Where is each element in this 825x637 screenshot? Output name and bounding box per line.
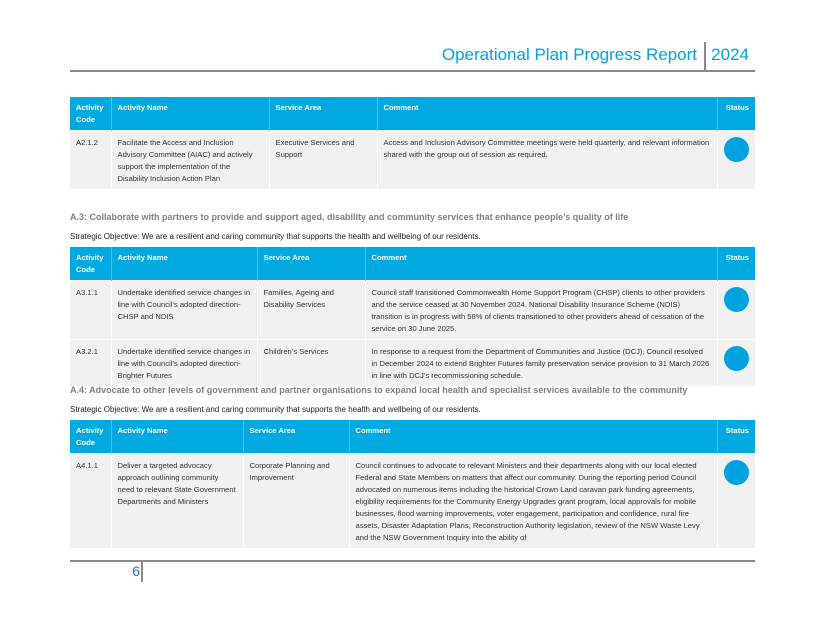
page-number: 6: [132, 563, 140, 579]
status-circle-icon: [724, 137, 749, 162]
table-row: [70, 340, 755, 387]
table-row: [70, 454, 755, 549]
service-area: Children’s Services: [257, 340, 365, 387]
header-divider: [704, 42, 706, 72]
activity-name: Deliver a targeted advocacy approach outlining community need to relevant State Government Departments and Ministers: [111, 454, 243, 549]
activity-table-a2: [70, 97, 755, 189]
col-service-area: Service Area: [257, 247, 365, 281]
comment: Council staff transitioned Commonwealth Home Support Program (CHSP) clients to other providers and the service ceased at 30 November 2024. National Disability Insurance Scheme (NDIS) transition is in progress with 58% of clients transitioned to other providers ahead of cessation of the service on 30 June 2025.: [365, 281, 717, 340]
status-circle-icon: [724, 287, 749, 312]
col-status: Status: [717, 97, 755, 131]
activity-table-a3: [70, 247, 755, 386]
page-footer-rule: [70, 560, 755, 562]
status-circle-icon: [724, 460, 749, 485]
activity-name: Undertake identified service changes in line with Council’s adopted direction- Brighter Futures: [111, 340, 257, 387]
service-area: Executive Services and Support: [269, 131, 377, 190]
status-cell: [717, 340, 755, 387]
service-area: Families, Ageing and Disability Services: [257, 281, 365, 340]
status-cell: [717, 131, 755, 190]
page-header: [70, 42, 755, 72]
col-comment: Comment: [377, 97, 717, 131]
strategic-objective-a3: Strategic Objective: We are a resilient and caring community that supports the health and wellbeing of our residents.: [70, 232, 481, 241]
report-year: 2024: [711, 45, 749, 64]
col-service-area: Service Area: [269, 97, 377, 131]
col-status: Status: [717, 247, 755, 281]
table-header-row: [70, 420, 755, 454]
col-comment: Comment: [365, 247, 717, 281]
status-cell: [717, 454, 755, 549]
col-activity-name: Activity Name: [111, 420, 243, 454]
table-row: [70, 281, 755, 340]
service-area: Corporate Planning and Improvement: [243, 454, 349, 549]
footer-divider: [141, 562, 143, 582]
col-activity-code: Activity Code: [70, 420, 111, 454]
table-header-row: [70, 247, 755, 281]
activity-code: A2.1.2: [70, 131, 111, 190]
status-cell: [717, 281, 755, 340]
activity-code: A3.1.1: [70, 281, 111, 340]
activity-code: A4.1.1: [70, 454, 111, 549]
strategic-objective-a4: Strategic Objective: We are a resilient and caring community that supports the health and wellbeing of our residents.: [70, 405, 481, 414]
table-header-row: [70, 97, 755, 131]
table-row: [70, 131, 755, 190]
col-activity-name: Activity Name: [111, 247, 257, 281]
col-activity-name: Activity Name: [111, 97, 269, 131]
col-activity-code: Activity Code: [70, 97, 111, 131]
activity-table-a4: [70, 420, 755, 548]
comment: Council continues to advocate to relevant Ministers and their departments along with our local elected Federal and State Members on matters that affect our community. During the reporting period Council advocated on numerous items including the historical Crown Land caravan park funding agreements, eligibility requirements for the Community Energy Upgrades grant program, local approvals for mobile businesses, flood warning improvements, voter engagement, participation and confidence, rural fire assets, Disaster Adaptation Plans, Reconstruction Authority legislation, review of the NSW Waste Levy and the NSW Government Inquiry into the ability of: [349, 454, 717, 549]
activity-name: Facilitate the Access and Inclusion Advisory Committee (AIAC) and actively support the implementation of the Disability Inclusion Action Plan: [111, 131, 269, 190]
col-status: Status: [717, 420, 755, 454]
col-comment: Comment: [349, 420, 717, 454]
col-service-area: Service Area: [243, 420, 349, 454]
section-title-a4: A.4: Advocate to other levels of government and partner organisations to expand local health and specialist services available to the community: [70, 385, 688, 395]
activity-name: Undertake identified service changes in line with Council’s adopted direction- CHSP and NDIS: [111, 281, 257, 340]
col-activity-code: Activity Code: [70, 247, 111, 281]
comment: In response to a request from the Department of Communities and Justice (DCJ), Council resolved in December 2024 to extend Brighter Futures family preservation service provision to 31 March 2026 in line with DCJ’s recommissioning schedule.: [365, 340, 717, 387]
activity-code: A3.2.1: [70, 340, 111, 387]
section-title-a3: A.3: Collaborate with partners to provide and support aged, disability and community services that enhance people’s quality of life: [70, 212, 629, 222]
comment: Access and Inclusion Advisory Committee meetings were held quarterly, and relevant information shared with the group out of session as required.: [377, 131, 717, 190]
report-title: Operational Plan Progress Report: [441, 45, 697, 64]
status-circle-icon: [724, 346, 749, 371]
